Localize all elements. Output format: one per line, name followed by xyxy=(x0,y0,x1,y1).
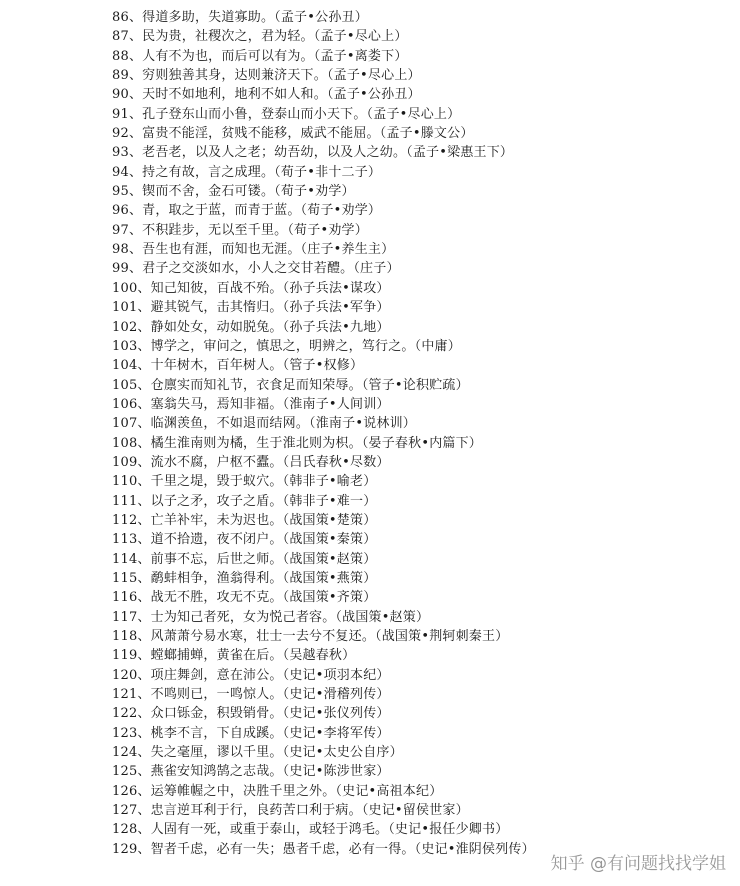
quote-number: 114、 xyxy=(112,551,151,567)
quote-text: 天时不如地利，地利不如人和。（孟子•公孙丑） xyxy=(142,87,421,103)
quote-number: 102、 xyxy=(112,319,151,335)
quote-text: 众口铄金，积毁销骨。（史记•张仪列传） xyxy=(150,706,390,722)
quote-line xyxy=(112,820,732,839)
quote-number: 126、 xyxy=(112,783,151,799)
quote-text: 人有不为也，而后可以有为。（孟子•离娄下） xyxy=(142,48,408,64)
quote-line xyxy=(112,47,732,66)
quote-number: 104、 xyxy=(112,358,151,374)
watermark: 知乎 @有问题找找学姐 xyxy=(550,854,726,874)
quote-text: 静如处女，动如脱兔。（孙子兵法•九地） xyxy=(150,319,390,335)
quote-line xyxy=(112,511,732,530)
quote-number: 117、 xyxy=(112,609,151,625)
quote-number: 101、 xyxy=(112,300,151,316)
quote-number: 122、 xyxy=(112,706,151,722)
quote-number: 127、 xyxy=(112,803,151,819)
quote-text: 千里之堤，毁于蚁穴。（韩非子•喻老） xyxy=(150,474,377,490)
quote-line xyxy=(112,550,732,569)
quote-text: 持之有故，言之成理。（荀子•非十二子） xyxy=(142,164,382,180)
quote-text: 士为知己者死，女为悦己者容。（战国策•赵策） xyxy=(150,609,430,625)
quote-number: 128、 xyxy=(112,822,151,838)
quote-line xyxy=(112,762,732,781)
quote-line xyxy=(112,743,732,762)
quote-line xyxy=(112,337,732,356)
quote-number: 93、 xyxy=(112,145,143,161)
quote-line xyxy=(112,201,732,220)
quote-text: 避其锐气，击其惰归。（孙子兵法•军争） xyxy=(150,300,390,316)
quote-text: 得道多助，失道寡助。（孟子•公孙丑） xyxy=(142,10,368,25)
quote-line xyxy=(112,646,732,665)
quote-text: 穷则独善其身，达则兼济天下。（孟子•尽心上） xyxy=(142,68,421,84)
quote-number: 124、 xyxy=(112,745,151,761)
quote-number: 91、 xyxy=(112,106,143,122)
quote-line xyxy=(112,8,732,27)
quote-line xyxy=(112,27,732,46)
quote-number: 95、 xyxy=(112,184,143,200)
quote-line xyxy=(112,724,732,743)
quote-number: 89、 xyxy=(112,68,143,84)
quote-line xyxy=(112,259,732,278)
quote-number: 96、 xyxy=(112,203,143,219)
quote-text: 人固有一死，或重于泰山，或轻于鸿毛。（史记•报任少卿书） xyxy=(150,822,509,838)
quote-line xyxy=(112,221,732,240)
quote-text: 项庄舞剑，意在沛公。（史记•项羽本纪） xyxy=(150,667,390,683)
quote-text: 鹬蚌相争，渔翁得利。（战国策•燕策） xyxy=(150,570,377,586)
quote-text: 富贵不能淫，贫贱不能移，威武不能屈。（孟子•滕文公） xyxy=(142,126,474,142)
quote-text: 失之毫厘，谬以千里。（史记•太史公自序） xyxy=(150,745,403,761)
quote-line xyxy=(112,240,732,259)
quote-text: 忠言逆耳利于行，良药苦口利于病。（史记•留侯世家） xyxy=(150,803,469,819)
quote-text: 风萧萧兮易水寒，壮士一去兮不复还。（战国策•荆轲刺秦王） xyxy=(150,629,509,644)
quote-text: 流水不腐，户枢不蠹。（吕氏春秋•尽数） xyxy=(150,454,390,470)
quote-number: 87、 xyxy=(112,29,143,45)
quote-text: 燕雀安知鸿鹄之志哉。（史记•陈涉世家） xyxy=(150,764,390,780)
quote-number: 88、 xyxy=(112,48,143,64)
quote-number: 97、 xyxy=(112,222,143,238)
quote-text: 不鸣则已，一鸣惊人。（史记•滑稽列传） xyxy=(150,687,390,703)
quote-line xyxy=(112,588,732,607)
quote-line xyxy=(112,143,732,162)
quote-text: 不积跬步，无以至千里。（荀子•劝学） xyxy=(142,222,368,238)
quote-list xyxy=(112,8,732,859)
quote-number: 116、 xyxy=(112,590,151,606)
quote-number: 111、 xyxy=(112,493,151,509)
quote-number: 112、 xyxy=(112,512,151,528)
quote-line xyxy=(112,163,732,182)
quote-line xyxy=(112,453,732,472)
quote-text: 老吾老，以及人之老；幼吾幼，以及人之幼。（孟子•梁惠王下） xyxy=(142,145,514,161)
quote-line xyxy=(112,298,732,317)
quote-line xyxy=(112,85,732,104)
quote-line xyxy=(112,66,732,85)
quote-text: 知己知彼，百战不殆。（孙子兵法•谋攻） xyxy=(150,280,390,296)
quote-text: 塞翁失马，焉知非福。（淮南子•人间训） xyxy=(150,396,390,412)
quote-line xyxy=(112,395,732,414)
quote-text: 桃李不言，下自成蹊。（史记•李将军传） xyxy=(150,725,390,741)
quote-text: 锲而不舍，金石可镂。（荀子•劝学） xyxy=(142,184,355,200)
quote-text: 孔子登东山而小鲁，登泰山而小天下。（孟子•尽心上） xyxy=(142,106,461,122)
quote-line xyxy=(112,666,732,685)
quote-number: 123、 xyxy=(112,725,151,741)
quote-text: 前事不忘，后世之师。（战国策•赵策） xyxy=(150,551,377,567)
quote-line xyxy=(112,472,732,491)
quote-number: 110、 xyxy=(112,474,151,490)
quote-text: 智者千虑，必有一失；愚者千虑，必有一得。（史记•淮阴侯列传） xyxy=(150,841,535,857)
quote-line xyxy=(112,608,732,627)
quote-line xyxy=(112,569,732,588)
quote-number: 99、 xyxy=(112,261,143,277)
quote-text: 以子之矛，攻子之盾。（韩非子•难一） xyxy=(150,493,377,509)
quote-number: 100、 xyxy=(112,280,151,296)
quote-number: 86、 xyxy=(112,10,143,25)
quote-number: 115、 xyxy=(112,570,151,586)
quote-number: 129、 xyxy=(112,841,151,857)
quote-number: 118、 xyxy=(112,629,151,644)
quote-line xyxy=(112,279,732,298)
quote-text: 君子之交淡如水，小人之交甘若醴。（庄子） xyxy=(142,261,400,277)
quote-line xyxy=(112,182,732,201)
quote-number: 106、 xyxy=(112,396,151,412)
quote-line xyxy=(112,685,732,704)
quote-number: 98、 xyxy=(112,242,143,258)
quote-line xyxy=(112,414,732,433)
quote-text: 博学之，审问之，慎思之，明辨之，笃行之。（中庸） xyxy=(150,338,461,354)
quote-text: 青，取之于蓝，而青于蓝。（荀子•劝学） xyxy=(142,203,382,219)
quote-line xyxy=(112,530,732,549)
quote-text: 民为贵，社稷次之，君为轻。（孟子•尽心上） xyxy=(142,29,408,45)
quote-line xyxy=(112,801,732,820)
quote-number: 107、 xyxy=(112,416,151,432)
quote-line xyxy=(112,105,732,124)
quote-line xyxy=(112,376,732,395)
quote-text: 橘生淮南则为橘，生于淮北则为枳。（晏子春秋•内篇下） xyxy=(150,435,482,451)
quote-number: 109、 xyxy=(112,454,151,470)
quote-text: 十年树木，百年树人。（管子•权修） xyxy=(150,358,364,374)
quote-text: 运筹帷幄之中，决胜千里之外。（史记•高祖本纪） xyxy=(150,783,443,799)
quote-number: 92、 xyxy=(112,126,143,142)
quote-number: 119、 xyxy=(112,648,151,664)
quote-text: 螳螂捕蝉，黄雀在后。（吴越春秋） xyxy=(150,648,356,664)
quote-line xyxy=(112,704,732,723)
quote-number: 105、 xyxy=(112,377,151,393)
quote-number: 90、 xyxy=(112,87,143,103)
quote-text: 仓廪实而知礼节，衣食足而知荣辱。（管子•论积贮疏） xyxy=(150,377,469,393)
quote-line xyxy=(112,782,732,801)
quote-line xyxy=(112,627,732,646)
quote-line xyxy=(112,356,732,375)
quote-number: 120、 xyxy=(112,667,151,683)
quote-line xyxy=(112,318,732,337)
quote-text: 临渊羡鱼，不如退而结网。（淮南子•说林训） xyxy=(150,416,416,432)
quote-text: 战无不胜，攻无不克。（战国策•齐策） xyxy=(150,590,377,606)
quote-text: 道不拾遗，夜不闭户。（战国策•秦策） xyxy=(150,532,377,548)
quote-number: 113、 xyxy=(112,532,151,548)
quote-text: 吾生也有涯，而知也无涯。（庄子•养生主） xyxy=(142,242,395,258)
quote-line xyxy=(112,434,732,453)
quote-number: 103、 xyxy=(112,338,151,354)
quote-number: 108、 xyxy=(112,435,151,451)
quote-text: 亡羊补牢，未为迟也。（战国策•楚策） xyxy=(150,512,377,528)
quote-number: 121、 xyxy=(112,687,151,703)
quote-line xyxy=(112,492,732,511)
quote-line xyxy=(112,124,732,143)
quote-number: 125、 xyxy=(112,764,151,780)
quote-number: 94、 xyxy=(112,164,143,180)
